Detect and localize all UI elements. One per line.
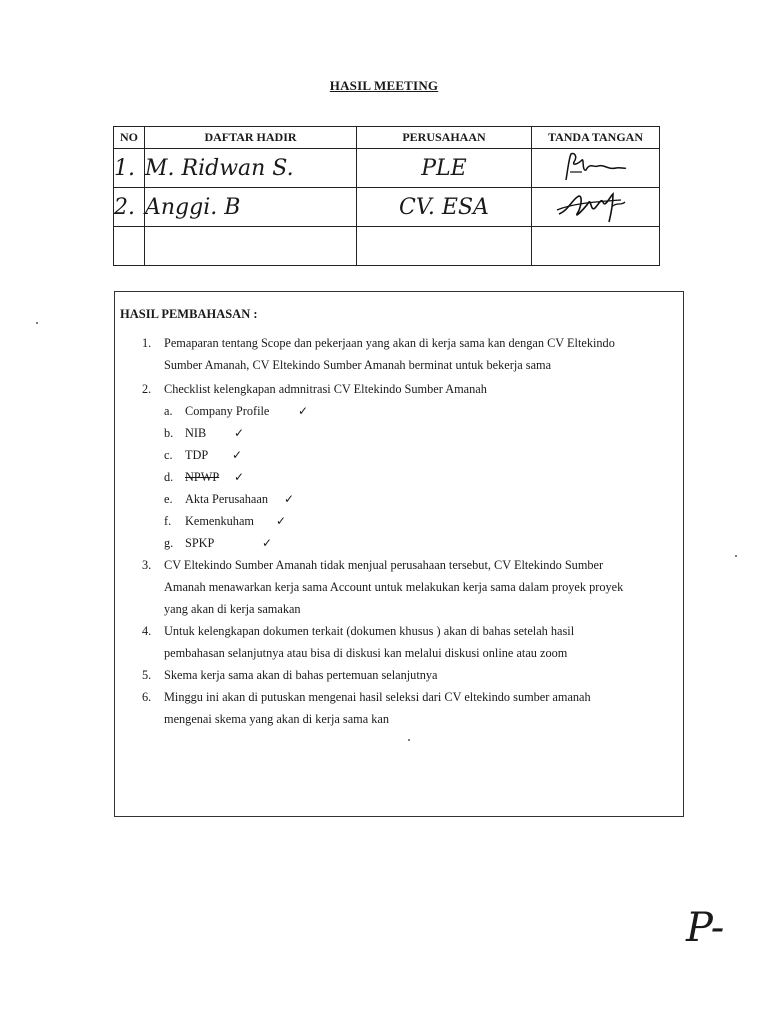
discussion-item — [142, 620, 664, 664]
discussion-item — [142, 554, 664, 620]
row-number — [114, 227, 145, 266]
checklist-text: NIB — [185, 426, 207, 440]
checklist-letter: g. — [164, 536, 174, 550]
item-line: Checklist kelengkapan admnitrasi CV Eltekindo Sumber Amanah — [164, 382, 487, 396]
attendance-row — [114, 149, 660, 188]
item-line: Untuk kelengkapan dokumen terkait (dokumen khusus ) akan di bahas setelah hasil — [164, 624, 575, 638]
attendee-company: CV. ESA — [357, 188, 532, 227]
check-mark-icon: ✓ — [262, 536, 273, 550]
checklist-letter: d. — [164, 470, 174, 484]
checklist-letter: c. — [164, 448, 173, 462]
item-line: Pemaparan tentang Scope dan pekerjaan yang akan di kerja sama kan dengan CV Eltekindo — [164, 336, 615, 350]
item-line: Sumber Amanah, CV Eltekindo Sumber Amanah berminat untuk bekerja sama — [164, 358, 552, 372]
item-number: 3. — [142, 558, 152, 572]
attendee-name: Anggi. B — [145, 188, 357, 227]
scan-speck — [735, 555, 737, 557]
checklist-letter: f. — [164, 514, 172, 528]
item-line: pembahasan selanjutnya atau bisa di diskusi kan melalui diskusi online atau zoom — [164, 646, 568, 660]
item-number: 4. — [142, 624, 152, 638]
check-mark-icon: ✓ — [298, 404, 309, 418]
discussion-heading: HASIL PEMBAHASAN : — [120, 307, 258, 321]
item-number: 1. — [142, 336, 152, 350]
scan-speck — [408, 739, 410, 741]
row-number: 2. — [114, 188, 145, 227]
check-mark-icon: ✓ — [276, 514, 287, 528]
check-mark-icon: ✓ — [234, 470, 245, 484]
discussion-item — [142, 378, 664, 400]
attendance-row — [114, 188, 660, 227]
attendee-name — [145, 227, 357, 266]
item-number: 2. — [142, 382, 152, 396]
handwritten-signature-icon — [556, 150, 636, 186]
discussion-item — [142, 664, 664, 686]
check-mark-icon: ✓ — [284, 492, 295, 506]
discussion-item — [142, 332, 664, 376]
check-mark-icon: ✓ — [232, 448, 243, 462]
item-line: CV Eltekindo Sumber Amanah tidak menjual perusahaan tersebut, CV Eltekindo Sumber — [164, 558, 604, 572]
header-company: PERUSAHAAN — [357, 127, 532, 149]
header-no: NO — [114, 127, 145, 149]
item-number: 5. — [142, 668, 152, 682]
checklist-text: NPWP — [185, 470, 220, 484]
handwritten-signature-icon — [551, 188, 641, 226]
attendee-name: M. Ridwan S. — [145, 149, 357, 188]
item-line: yang akan di kerja samakan — [164, 602, 301, 616]
item-line: Amanah menawarkan kerja sama Account untuk melakukan kerja sama dalam proyek proyek — [164, 580, 624, 594]
item-line: Minggu ini akan di putuskan mengenai hasil seleksi dari CV eltekindo sumber amanah — [164, 690, 591, 704]
checklist-text: TDP — [185, 448, 209, 462]
checklist-letter: a. — [164, 404, 173, 418]
header-signature: TANDA TANGAN — [532, 127, 660, 149]
checklist-text: SPKP — [185, 536, 215, 550]
attendance-header-row — [114, 127, 660, 149]
checklist-letter: b. — [164, 426, 174, 440]
checklist-text: Company Profile — [185, 404, 270, 418]
signature-cell — [532, 188, 660, 227]
discussion-box — [114, 291, 684, 817]
checklist-letter: e. — [164, 492, 173, 506]
handwritten-page-mark: P- — [686, 905, 725, 951]
attendee-company: PLE — [357, 149, 532, 188]
document-title: HASIL MEETING — [329, 78, 439, 93]
attendance-table — [113, 126, 660, 266]
checklist-text: Kemenkuham — [185, 514, 254, 528]
scan-speck — [36, 322, 38, 324]
attendee-company — [357, 227, 532, 266]
item-number: 6. — [142, 690, 152, 704]
row-number: 1. — [114, 149, 145, 188]
item-line: Skema kerja sama akan di bahas pertemuan selanjutnya — [164, 668, 438, 682]
item-line: mengenai skema yang akan di kerja sama kan — [164, 712, 390, 726]
signature-cell — [532, 227, 660, 266]
check-mark-icon: ✓ — [234, 426, 245, 440]
attendance-row-empty — [114, 227, 660, 266]
discussion-item — [142, 686, 664, 730]
checklist-text: Akta Perusahaan — [185, 492, 268, 506]
header-name: DAFTAR HADIR — [145, 127, 357, 149]
signature-cell — [532, 149, 660, 188]
